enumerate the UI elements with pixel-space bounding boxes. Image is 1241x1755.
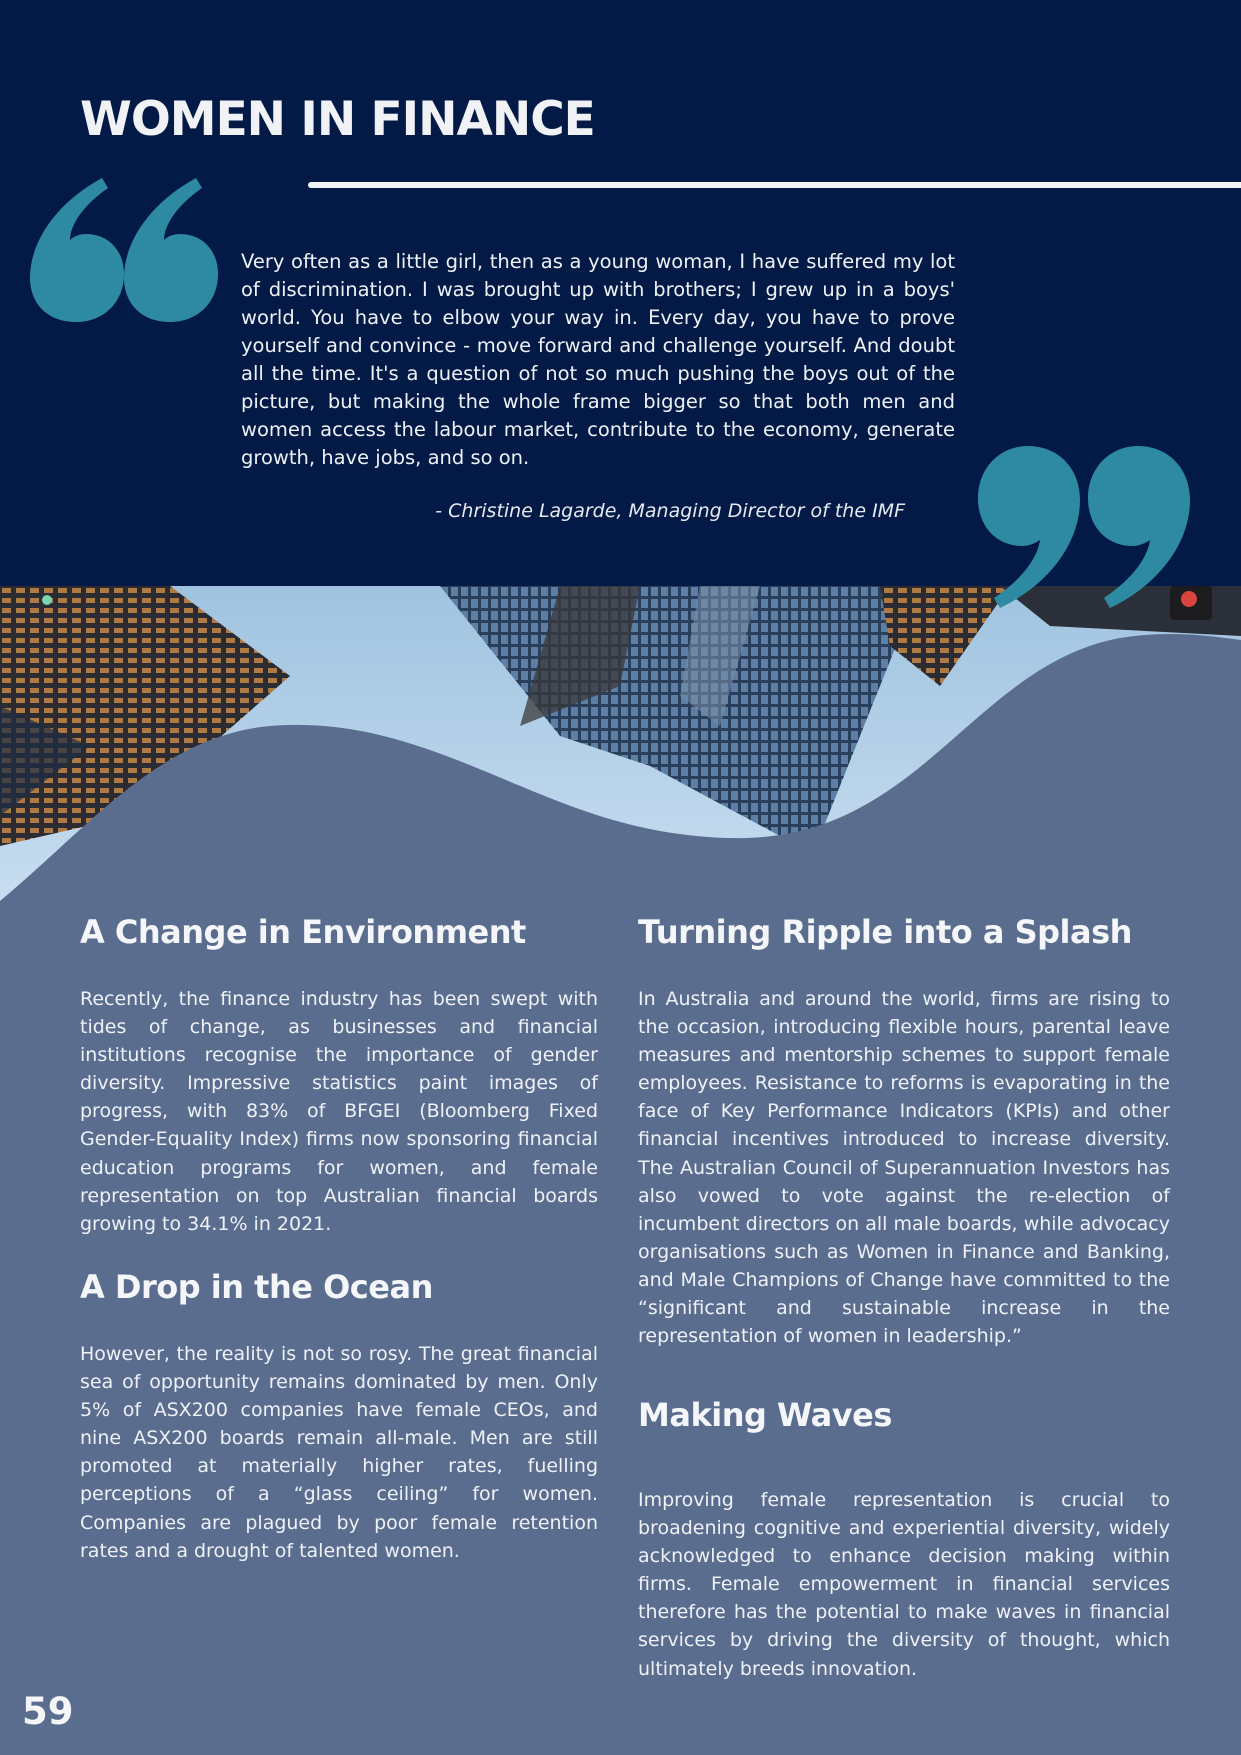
skyscraper-photo [0, 586, 1241, 906]
section-body-waves: Improving female representation is crucial to broadening cognitive and experiential diversity, widely acknowledged to enhance decision making within firms. Female empowerment in financial services therefore has the potential to make waves in financial services by driving the diversity of thought, which ultimately breeds innovation. [638, 1489, 1170, 1680]
close-quote-icon [976, 444, 1192, 610]
open-quote-icon [28, 174, 220, 322]
title-divider [308, 182, 1241, 188]
section-body-change: Recently, the finance industry has been swept with tides of change, as businesses and financial institutions recognise the importance of gender diversity. Impressive statistics paint images of progress, with 83% of BFGEI (Bloomberg Fixed Gender-Equality Index) firms now sponsoring financial education programs for women, and female representation on top Australian financial boards growing to 34.1% in 2021. [80, 988, 598, 1235]
section-heading-ripple: Turning Ripple into a Splash [638, 913, 1132, 951]
section-heading-change: A Change in Environment [80, 913, 526, 951]
quote-attribution: - Christine Lagarde, Managing Director of the IMF [435, 500, 905, 522]
page-title: WOMEN IN FINANCE [80, 92, 595, 147]
section-body-drop: However, the reality is not so rosy. The great financial sea of opportunity remains dominated by men. Only 5% of ASX200 companies have female CEOs, and nine ASX200 boards remain all-male. Men are still promoted at materially higher rates, fuelling perceptions of a “glass ceiling” for women. Companies are plagued by poor female retention rates and a drought of talented women. [80, 1343, 598, 1562]
section-heading-drop: A Drop in the Ocean [80, 1268, 433, 1306]
page-number: 59 [22, 1690, 74, 1733]
section-heading-waves: Making Waves [638, 1396, 892, 1434]
quote-text: Very often as a little girl, then as a young woman, I have suffered my lot of discrimination. I was brought up with brothers; I grew up in a boys' world. You have to elbow your way in. Every day, you have to prove yourself and convince - move forward and challenge yourself. And doubt all the time. It's a question of not so much pushing the boys out of the picture, but making the whole frame bigger so that both men and women access the labour market, contribute to the economy, generate growth, have jobs, and so on. [241, 250, 955, 469]
section-body-ripple: In Australia and around the world, firms are rising to the occasion, introducing flexible hours, parental leave measures and mentorship schemes to support female employees. Resistance to reforms is evaporating in the face of Key Performance Indicators (KPIs) and other financial incentives introduced to increase diversity. The Australian Council of Superannuation Investors has also vowed to vote against the re-election of incumbent directors on all male boards, while advocacy organisations such as Women in Finance and Banking, and Male Champions of Change have committed to the “significant and sustainable increase in the representation of women in leadership.” [638, 988, 1170, 1348]
